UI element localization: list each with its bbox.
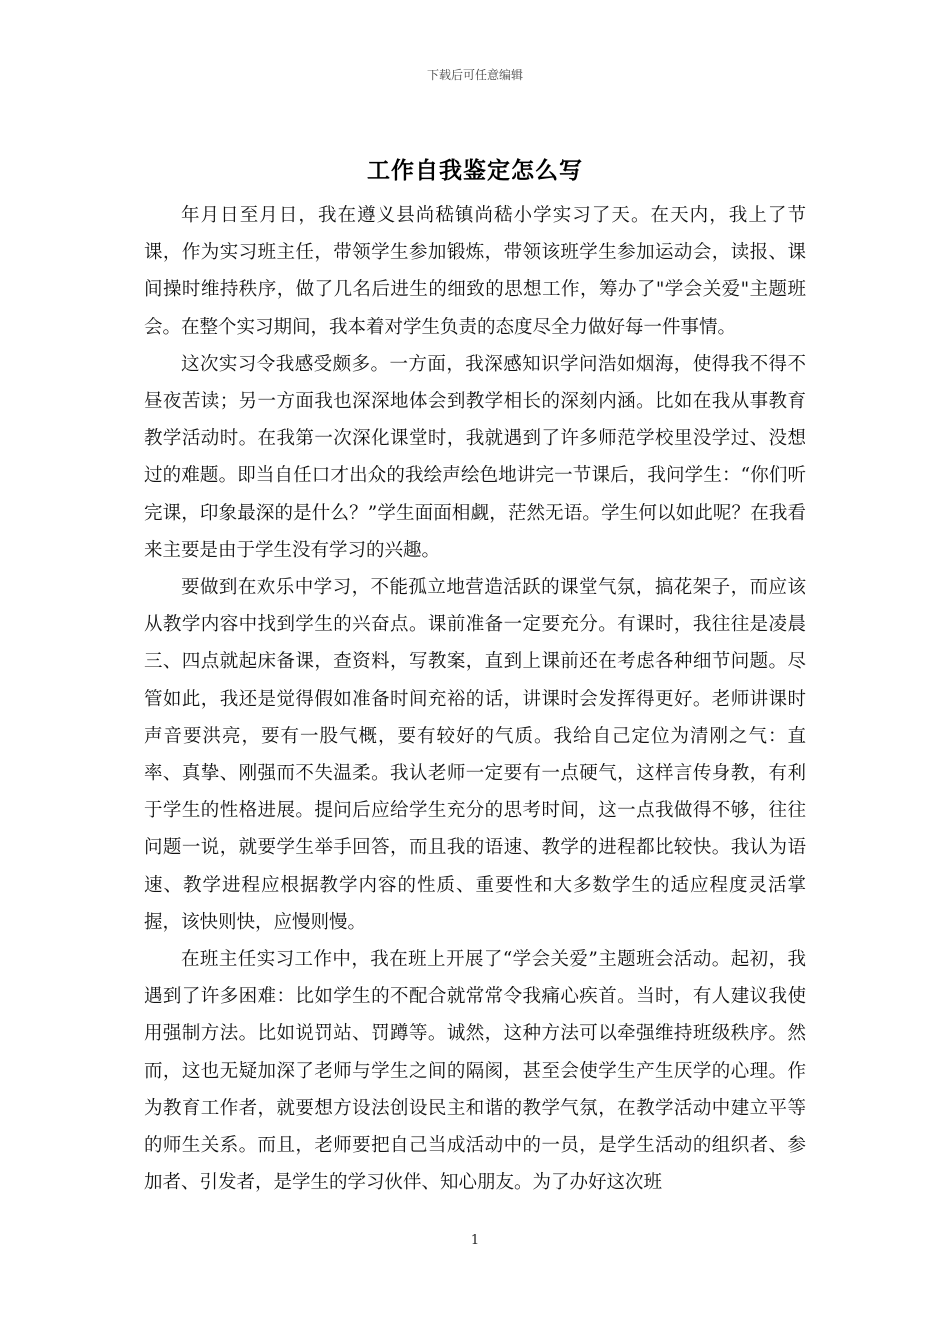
paragraph: 这次实习令我感受颇多。一方面，我深感知识学问浩如烟海，使得我不得不昼夜苦读；另一方面我也深深地体会到教学相长的深刻内涵。比如在我从事教育教学活动时。在我第一次深化课堂时，我就遇到了许多师范学校里没学过、没想过的难题。即当自任口才出众的我绘声绘色地讲完一节课后，我问学生：“你们听完课，印象最深的是什么？”学生面面相觑，茫然无语。学生何以如此呢？在我看来主要是由于学生没有学习的兴趣。 (144, 353, 806, 561)
paragraph: 要做到在欢乐中学习，不能孤立地营造活跃的课堂气氛，搞花架子，而应该从教学内容中找到学生的兴奋点。课前准备一定要充分。有课时，我往往是凌晨三、四点就起床备课，查资料，写教案，直到上课前还在考虑各种细节问题。尽管如此，我还是觉得假如准备时间充裕的话，讲课时会发挥得更好。老师讲课时声音要洪亮，要有一股气概，要有较好的气质。我给自己定位为清刚之气：直率、真挚、刚强而不失温柔。我认老师一定要有一点硬气，这样言传身教，有利于学生的性格进展。提问后应给学生充分的思考时间，这一点我做得不够，往往问题一说，就要学生举手回答，而且我的语速、教学的进程都比较快。我认为语速、教学进程应根据教学内容的性质、重要性和大多数学生的适应程度灵活掌握，该快则快，应慢则慢。 (144, 577, 806, 933)
document-body (144, 197, 806, 1201)
page-header: 下载后可任意编辑 (426, 68, 523, 82)
paragraph: 年月日至月日，我在遵义县尚嵇镇尚嵇小学实习了天。在天内，我上了节课，作为实习班主任，带领学生参加锻炼，带领该班学生参加运动会，读报、课间操时维持秩序，做了几名后进生的细致的思想工作，筹办了"学会关爱"主题班会。在整个实习期间，我本着对学生负责的态度尽全力做好每一件事情。 (144, 205, 806, 338)
page-number: 1 (470, 1233, 480, 1248)
document-title: 工作自我鉴定怎么写 (367, 157, 583, 184)
paragraph: 在班主任实习工作中，我在班上开展了“学会关爱”主题班会活动。起初，我遇到了许多困难：比如学生的不配合就常常令我痛心疾首。当时，有人建议我使用强制方法。比如说罚站、罚蹲等。诚然，这种方法可以牵强维持班级秩序。然而，这也无疑加深了老师与学生之间的隔阂，甚至会使学生产生厌学的心理。作为教育工作者，就要想方设法创设民主和谐的教学气氛，在教学活动中建立平等的师生关系。而且，老师要把自己当成活动中的一员，是学生活动的组织者、参加者、引发者，是学生的学习伙伴、知心朋友。为了办好这次班 (144, 949, 806, 1194)
